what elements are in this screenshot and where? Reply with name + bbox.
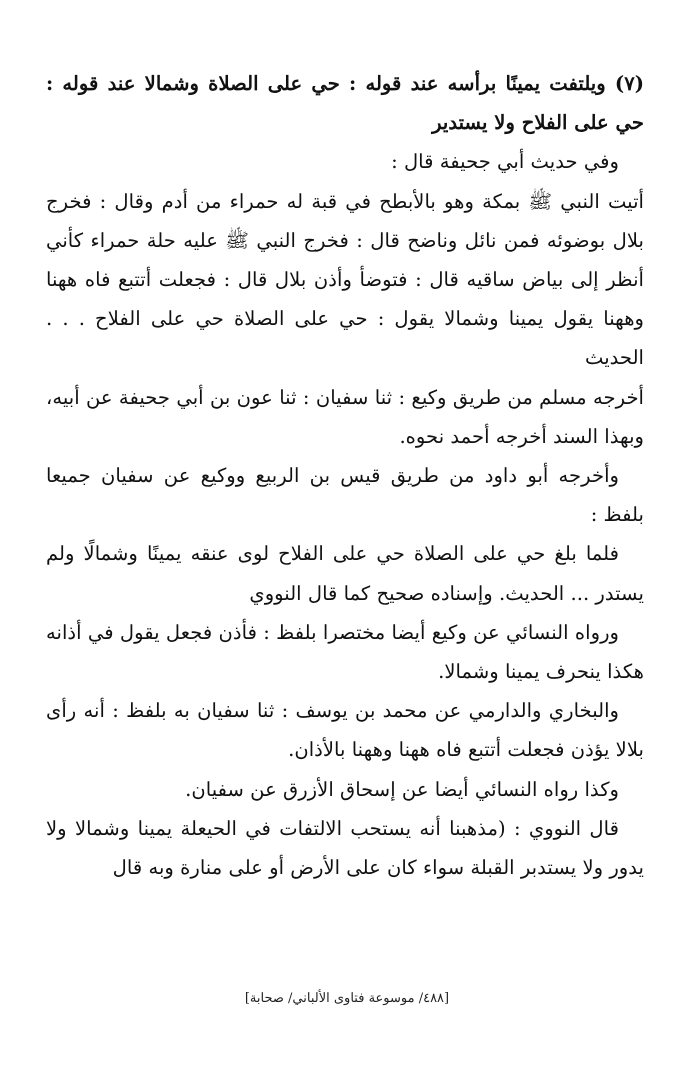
heading-paragraph: (٧) ويلتفت يمينًا برأسه عند قوله : حي على الصلاة وشمالا عند قوله : حي على الفلاح ولا يستدير: [46, 72, 644, 135]
paragraph-nasai-ishaq: وكذا رواه النسائي أيضا عن إسحاق الأزرق عن سفيان.: [185, 777, 619, 801]
paragraph-hadith-text: أتيت النبي ﷺ بمكة وهو بالأبطح في قبة له حمراء من أدم وقال : فخرج بلال بوضوئه فمن نائل وناضح قال : فخرج النبي ﷺ عليه حلة حمراء كأني أنظر إلى بياض ساقيه قال : فتوضأ وأذن بلال قال : فجعلت أتتبع فاه ههنا وههنا يقول يمينا وشمالا يقول : حي على الصلاة حي على الفلاح . . . الحديث: [46, 189, 644, 370]
page-footer: [٤٨٨/ موسوعة فتاوى الألباني/ صحابة]: [244, 991, 450, 1006]
paragraph-abu-dawud-narration: وأخرجه أبو داود من طريق قيس بن الربيع ووكيع عن سفيان جميعا بلفظ :: [46, 464, 644, 527]
paragraph-bukhari-darimi-narration: والبخاري والدارمي عن محمد بن يوسف : ثنا سفيان به بلفظ : أنه رأى بلالا يؤذن فجعلت أتتبع فاه ههنا وههنا بالأذان.: [46, 699, 644, 762]
paragraph-abu-juhayfa-intro: وفي حديث أبي جحيفة قال :: [391, 150, 619, 174]
page-body: [46, 64, 644, 887]
paragraph-nasai-narration: ورواه النسائي عن وكيع أيضا مختصرا بلفظ : فأذن فجعل يقول في أذانه هكذا ينحرف يمينا وشمالا.: [46, 620, 644, 684]
paragraph-nawawi-quote: قال النووي : (مذهبنا أنه يستحب الالتفات في الحيعلة يمينا وشمالا ولا يدور ولا يستدبر القبلة سواء كان على الأرض أو على منارة وبه قال: [46, 816, 644, 880]
paragraph-abu-dawud-wording: فلما بلغ حي على الصلاة حي على الفلاح لوى عنقه يمينًا وشمالًا ولم يستدر ... الحديث. وإسناده صحيح كما قال النووي: [46, 542, 644, 605]
paragraph-muslim-narration: أخرجه مسلم من طريق وكيع : ثنا سفيان : ثنا عون بن أبي جحيفة عن أبيه، وبهذا السند أخرجه أحمد نحوه.: [46, 385, 644, 448]
